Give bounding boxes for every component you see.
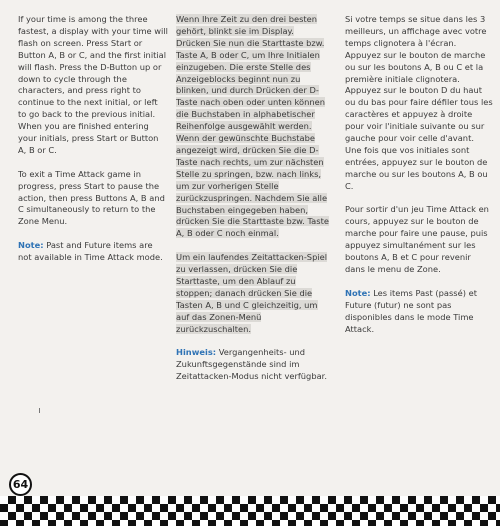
english-note-label: Note: <box>18 240 44 251</box>
english-note <box>18 240 168 264</box>
page-number-badge: 64 <box>9 473 32 496</box>
french-note-text: Les items Past (passé) et Future (futur) ne sont pas disponibles dans le mode Time Attack. <box>345 287 477 334</box>
german-column <box>176 14 331 395</box>
stray-print-mark <box>39 408 40 413</box>
german-note <box>176 347 331 383</box>
french-paragraph-exit: Pour sortir d'un jeu Time Attack en cours, appuyez sur le bouton de marche pour faire une pause, puis appuyez simultanément sur les boutons A, B et C pour revenir dans le menu de Zone. <box>345 204 489 275</box>
german-note-text: Vergangenheits- und Zukunftsgegenstände sind im Zeitattacken-Modus nicht verfügbar. <box>176 347 327 382</box>
german-paragraph-initials-text: Wenn Ihre Zeit zu den drei besten gehört, blinkt sie im Display. Drücken Sie nun die Starttaste bzw. Taste A, B oder C, um Ihre Initialen einzugeben. Die erste Stelle des Anzeigeblocks beginnt nun zu blinken, und durch Drücken der D-Taste nach oben oder unten können die Buchstaben in alphabetischer Reihenfolge ausgewählt werden. Wenn der gewünschte Buchstabe angezeigt wird, drücken Sie die D-Taste nach rechts, um zur nächsten Stelle zu springen, bzw. nach links, um zur vorherigen Stelle zurückzuspringen. Nachdem Sie alle Buchstaben eingegeben haben, drücken Sie die Starttaste bzw. Taste A, B oder C noch einmal. <box>176 14 329 239</box>
german-paragraph-initials <box>176 14 331 240</box>
english-paragraph-initials: If your time is among the three fastest, a display with your time will flash on screen. Press Start or Button A, B or C, and the first initial will flash. Press the D-Button up or down to cycle through the characters, and press right to continue to the next initial, or left to go back to the previous initial. When you are finished entering your initials, press Start or Button A, B or C. <box>18 14 168 155</box>
french-note <box>345 288 493 336</box>
english-note-text: Past and Future items are not available in Time Attack mode. <box>18 240 163 263</box>
checkered-border <box>0 496 500 526</box>
english-column <box>18 14 168 276</box>
french-note-label: Note: <box>345 287 371 298</box>
french-column <box>345 14 493 347</box>
german-note-label: Hinweis: <box>176 347 217 358</box>
german-paragraph-exit-text: Um ein laufendes Zeitattacken-Spiel zu verlassen, drücken Sie die Starttaste, um den Ablauf zu stoppen; danach drücken Sie die Tasten A, B und C gleichzeitig, um auf das Zonen-Menü zurückzuschalten. <box>176 252 328 334</box>
german-paragraph-exit <box>176 252 331 335</box>
english-paragraph-exit: To exit a Time Attack game in progress, press Start to pause the action, then press Buttons A, B and C simultaneously to return to the Zone Menu. <box>18 168 165 227</box>
french-paragraph-initials: Si votre temps se situe dans les 3 meilleurs, un affichage avec votre temps clignotera à l'écran. Appuyez sur le bouton de marche ou sur les boutons A, B ou C et la première initiale clignotera. Appuyez sur le bouton D du haut ou du bas pour faire défiler tous les caractères et appuyez à droite pour voir l'initiale suivante ou sur gauche pour voir celle d'avant. Une fois que vos initiales sont entrées, appuyez sur le bouton de marche ou sur les boutons A, B ou C. <box>345 14 493 191</box>
